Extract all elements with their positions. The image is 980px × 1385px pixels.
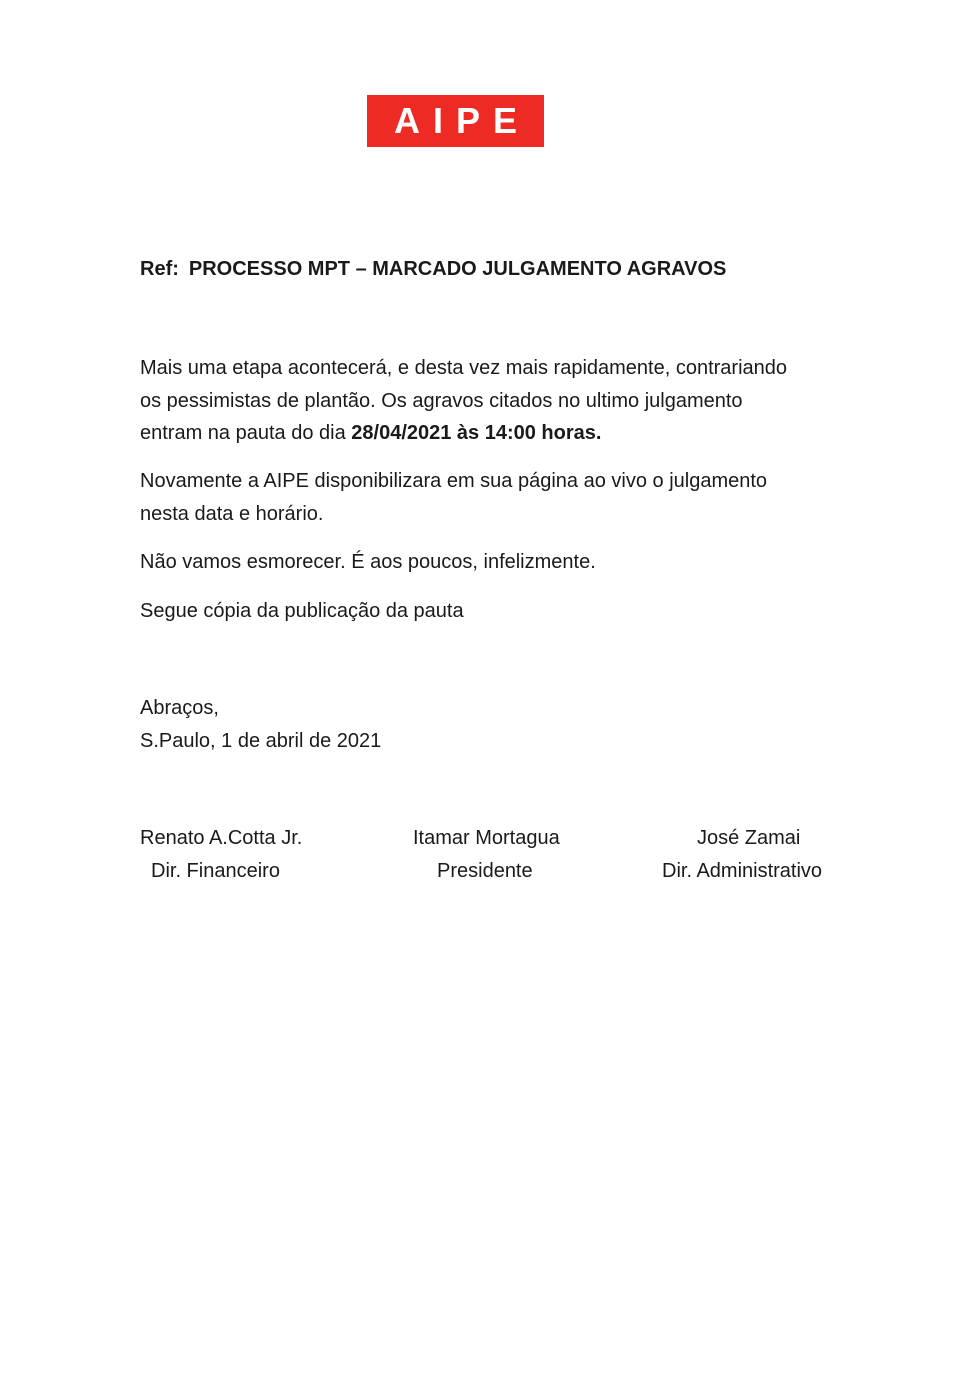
paragraph-line: Segue cópia da publicação da pauta [140,600,464,622]
closing-greeting: Abraços, [140,697,219,719]
closing [140,692,840,757]
signature-block [140,822,302,887]
ref-title: PROCESSO MPT – MARCADO JULGAMENTO AGRAVOS [188,258,727,280]
paragraph-line: os pessimistas de plantão. Os agravos citados no ultimo julgamento [140,389,743,412]
signatory-role: Dir. Financeiro [151,859,280,882]
signatory-name: José Zamai [697,827,801,849]
signatory-role: Dir. Administrativo [662,859,823,882]
paragraph-line: Mais uma etapa acontecerá, e desta vez mais rapidamente, contrariando [140,357,788,379]
hearing-date: 28/04/2021 às 14:00 horas. [351,422,602,444]
closing-place-date: S.Paulo, 1 de abril de 2021 [140,729,382,752]
paragraph-livestream [140,465,840,530]
signature-block [413,822,560,887]
paragraph-line: Novamente a AIPE disponibilizara em sua página ao vivo o julgamento [140,470,768,492]
aipe-logo [367,95,544,147]
signatory-name: Renato A.Cotta Jr. [140,827,303,849]
signatory-name: Itamar Mortagua [413,827,560,849]
ref-label: Ref: [140,258,179,280]
paragraph-line [140,417,840,450]
paragraph-attachment-note [140,595,840,628]
paragraph-line: Não vamos esmorecer. É aos poucos, infelizmente. [140,551,596,573]
reference-line [140,258,726,281]
signatory-role: Presidente [437,859,533,882]
signature-block [662,822,822,887]
paragraph-encouragement [140,546,840,579]
logo-text: AIPE [393,100,531,141]
paragraph-announcement [140,352,840,450]
paragraph-text: entram na pauta do dia [140,422,352,444]
paragraph-line: nesta data e horário. [140,502,324,525]
